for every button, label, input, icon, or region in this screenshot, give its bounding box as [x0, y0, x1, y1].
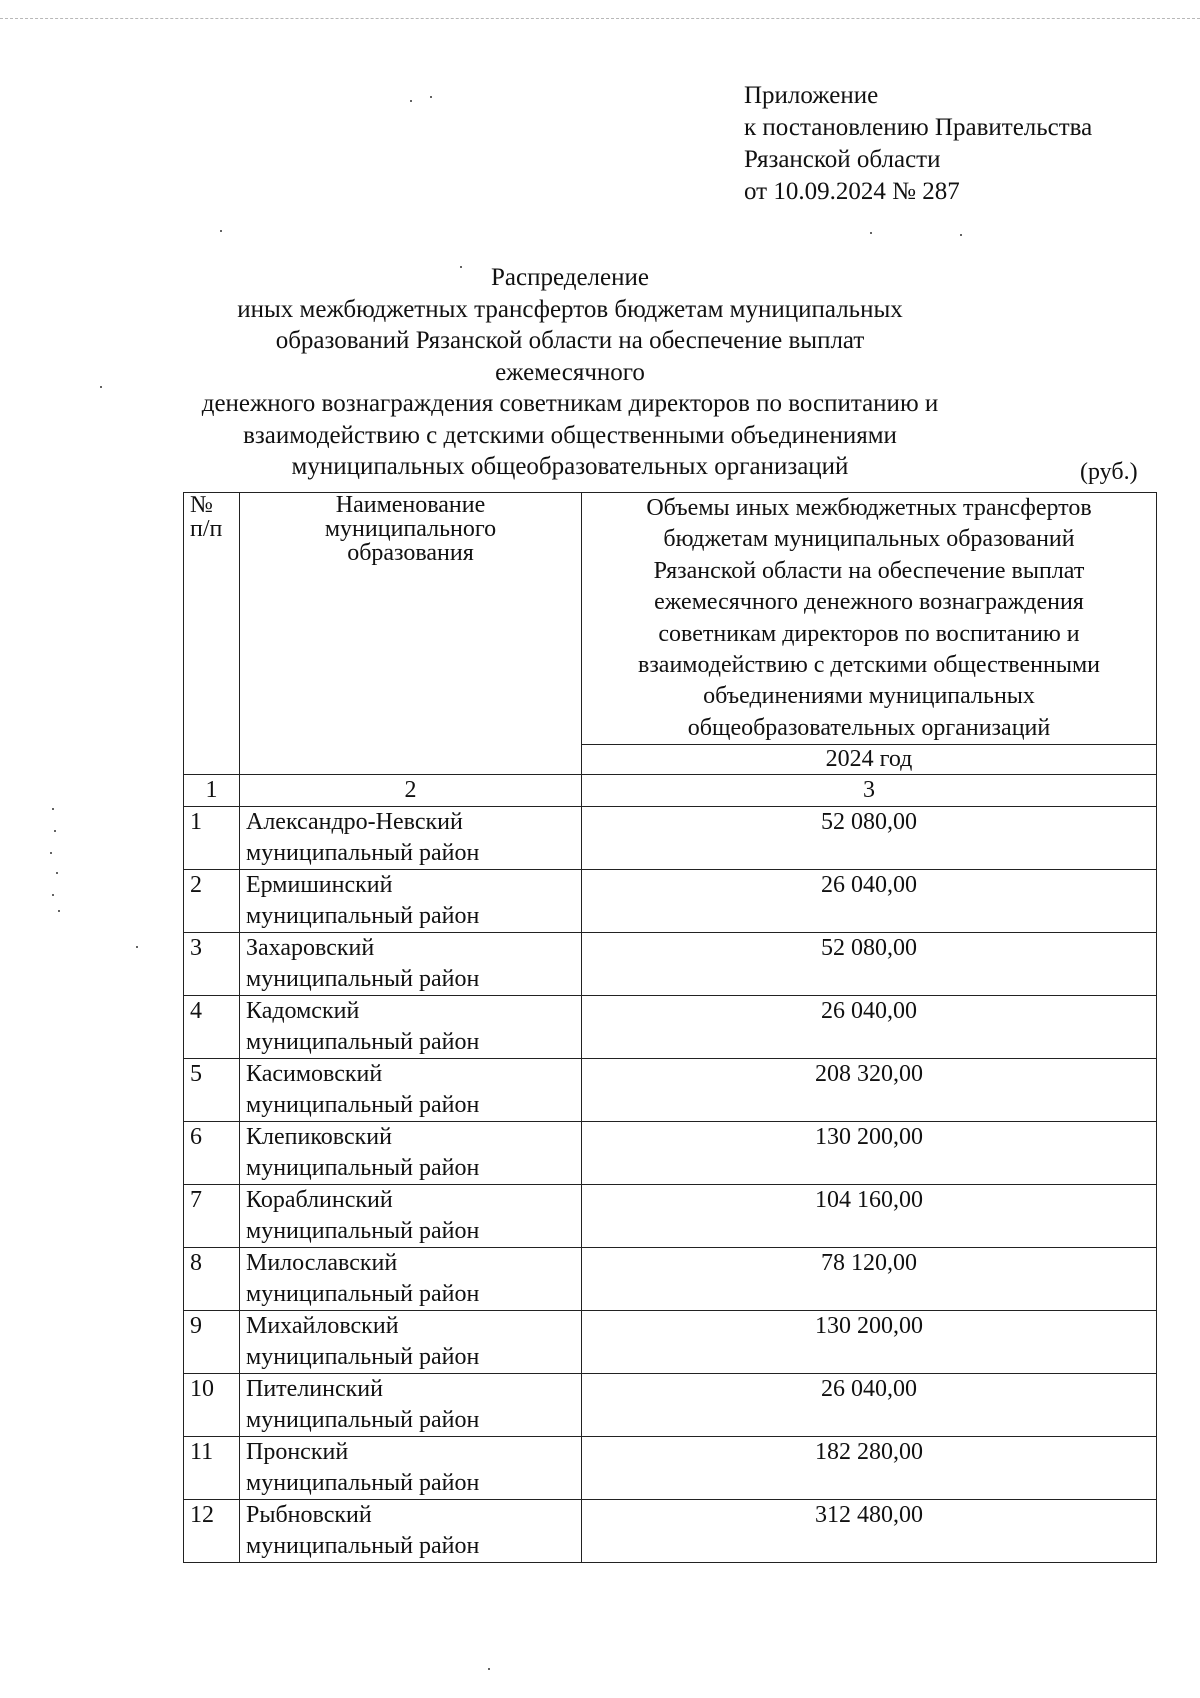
scan-speck [58, 910, 60, 912]
header-desc-line: бюджетам муниципальных образований [663, 526, 1075, 553]
municipality-name-line: Александро-Невский [246, 809, 463, 836]
municipality-type-line: муниципальный район [246, 1092, 480, 1119]
municipality-name-line: Захаровский [246, 935, 375, 962]
header-volume-description [582, 493, 1157, 745]
scan-top-edge [0, 18, 1200, 19]
header-desc-line: ежемесячного денежного вознаграждения [654, 589, 1084, 616]
scan-speck [870, 232, 872, 234]
scan-speck [220, 230, 222, 232]
table-row [184, 1185, 1157, 1248]
appendix-date-number: от 10.09.2024 № 287 [744, 178, 960, 205]
scan-speck [50, 852, 52, 854]
title-line: Распределение [491, 264, 649, 291]
municipality-name [240, 807, 582, 870]
table-row [184, 1059, 1157, 1122]
row-number: 12 [184, 1500, 240, 1563]
row-number: 4 [184, 996, 240, 1059]
title-line: взаимодействию с детскими общественными объединениями [243, 421, 897, 449]
municipality-type-line: муниципальный район [246, 1155, 480, 1182]
scan-speck [410, 100, 412, 102]
scan-speck [136, 946, 138, 948]
header-year: 2024 год [582, 745, 1157, 775]
appendix-block [744, 80, 1092, 208]
row-number: 1 [184, 807, 240, 870]
municipality-name-line: Михайловский [246, 1313, 399, 1340]
table-row [184, 1311, 1157, 1374]
title-line: муниципальных общеобразовательных организаций [291, 453, 849, 480]
municipality-name [240, 870, 582, 933]
municipality-name-line: Рыбновский [246, 1502, 372, 1529]
municipality-type-line: муниципальный район [246, 840, 480, 867]
municipality-name [240, 1311, 582, 1374]
transfer-amount: 312 480,00 [582, 1500, 1157, 1563]
municipality-name [240, 1437, 582, 1500]
table-row [184, 1122, 1157, 1185]
table-row [184, 1374, 1157, 1437]
municipality-name-line: Клепиковский [246, 1124, 392, 1151]
header-name-line: муниципального [324, 516, 497, 542]
scan-speck [960, 234, 962, 236]
table-row [184, 1500, 1157, 1563]
title-line: образований Рязанской области на обеспечение выплат ежемесячного [275, 327, 865, 386]
municipality-type-line: муниципальный район [246, 1533, 480, 1560]
column-number: 1 [184, 775, 240, 807]
transfer-amount: 130 200,00 [582, 1311, 1157, 1374]
scan-speck [52, 894, 54, 896]
column-number: 3 [582, 775, 1157, 807]
row-number: 5 [184, 1059, 240, 1122]
municipality-name [240, 1374, 582, 1437]
appendix-decree-ref: к постановлению Правительства [744, 114, 1093, 141]
transfer-amount: 52 080,00 [582, 933, 1157, 996]
municipality-type-line: муниципальный район [246, 1470, 480, 1497]
title-line: денежного вознаграждения советникам директоров по воспитанию и [201, 390, 939, 417]
units-label: (руб.) [1080, 459, 1138, 485]
appendix-region: Рязанской области [744, 146, 941, 173]
distribution-table [183, 492, 1157, 1563]
municipality-name-line: Пителинский [246, 1376, 383, 1403]
appendix-title: Приложение [744, 82, 879, 109]
municipality-name-line: Милославский [246, 1250, 398, 1277]
column-number-row [184, 775, 1157, 807]
municipality-name-line: Касимовский [246, 1061, 383, 1088]
document-title [200, 262, 940, 483]
transfer-amount: 52 080,00 [582, 807, 1157, 870]
header-number-sign: № [190, 492, 213, 518]
table-row [184, 996, 1157, 1059]
scan-speck [52, 808, 54, 810]
header-desc-line: советникам директоров по воспитанию и [658, 620, 1080, 647]
municipality-type-line: муниципальный район [246, 966, 480, 993]
scan-speck [430, 96, 432, 98]
title-line: иных межбюджетных трансфертов бюджетам муниципальных [237, 295, 903, 323]
scan-speck [54, 830, 56, 832]
header-desc-line: объединениями муниципальных [703, 683, 1035, 710]
header-number-abbr: п/п [190, 516, 223, 542]
header-desc-line: общеобразовательных организаций [687, 714, 1051, 741]
municipality-name [240, 1500, 582, 1563]
transfer-amount: 26 040,00 [582, 996, 1157, 1059]
municipality-name [240, 1185, 582, 1248]
municipality-type-line: муниципальный район [246, 1344, 480, 1371]
municipality-type-line: муниципальный район [246, 1407, 480, 1434]
municipality-name-line: Пронский [246, 1439, 349, 1466]
municipality-type-line: муниципальный район [246, 903, 480, 930]
row-number: 8 [184, 1248, 240, 1311]
row-number: 2 [184, 870, 240, 933]
municipality-name-line: Кораблинский [246, 1187, 393, 1214]
header-name-line: образования [347, 540, 474, 566]
municipality-type-line: муниципальный район [246, 1281, 480, 1308]
transfer-amount: 208 320,00 [582, 1059, 1157, 1122]
row-number: 7 [184, 1185, 240, 1248]
municipality-name-line: Ермишинский [246, 872, 393, 899]
transfer-amount: 104 160,00 [582, 1185, 1157, 1248]
transfer-amount: 26 040,00 [582, 870, 1157, 933]
scan-speck [56, 872, 58, 874]
table-row [184, 870, 1157, 933]
header-name-line: Наименование [335, 492, 486, 518]
row-number: 9 [184, 1311, 240, 1374]
table-row [184, 1248, 1157, 1311]
row-number: 11 [184, 1437, 240, 1500]
municipality-name [240, 1059, 582, 1122]
table-row [184, 1437, 1157, 1500]
transfer-amount: 182 280,00 [582, 1437, 1157, 1500]
scan-speck [488, 1668, 490, 1670]
header-number [184, 493, 240, 775]
row-number: 3 [184, 933, 240, 996]
transfer-amount: 130 200,00 [582, 1122, 1157, 1185]
transfer-amount: 26 040,00 [582, 1374, 1157, 1437]
table-row [184, 807, 1157, 870]
scan-speck [100, 386, 102, 388]
municipality-type-line: муниципальный район [246, 1218, 480, 1245]
header-desc-line: Рязанской области на обеспечение выплат [653, 557, 1085, 584]
row-number: 6 [184, 1122, 240, 1185]
municipality-name [240, 933, 582, 996]
row-number: 10 [184, 1374, 240, 1437]
header-desc-line: взаимодействию с детскими общественными [637, 652, 1100, 679]
header-desc-line: Объемы иных межбюджетных трансфертов [646, 495, 1092, 521]
column-number: 2 [240, 775, 582, 807]
municipality-name [240, 1248, 582, 1311]
municipality-name [240, 996, 582, 1059]
municipality-name-line: Кадомский [246, 998, 360, 1025]
table-header-row [184, 493, 1157, 745]
header-municipality [240, 493, 582, 775]
transfer-amount: 78 120,00 [582, 1248, 1157, 1311]
municipality-type-line: муниципальный район [246, 1029, 480, 1056]
table-row [184, 933, 1157, 996]
municipality-name [240, 1122, 582, 1185]
